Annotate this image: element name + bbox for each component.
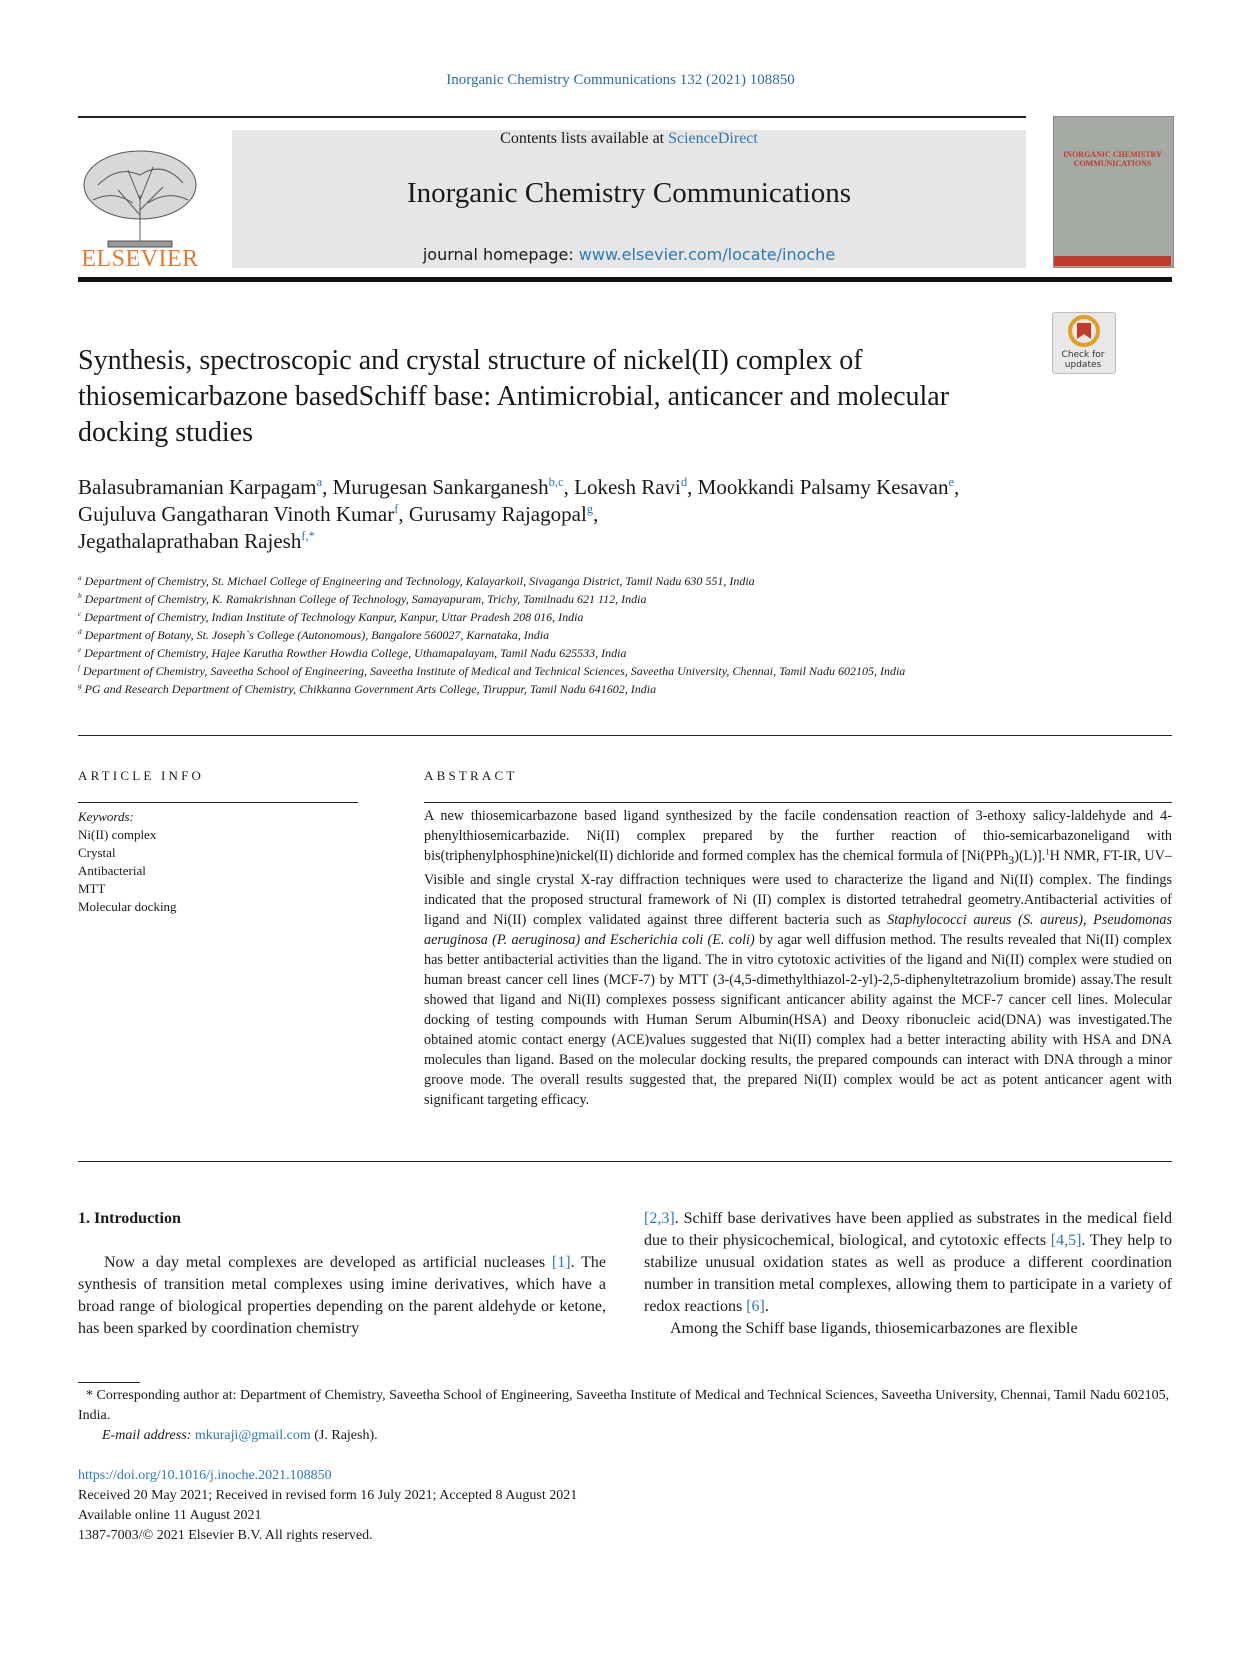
author-affiliation-link[interactable]: e [948, 475, 955, 489]
affiliation-key: f [78, 664, 80, 672]
article-info-rule [78, 802, 358, 803]
affiliation-key: c [78, 610, 82, 618]
affiliation-item [78, 608, 1038, 626]
footnote-rule [78, 1382, 140, 1383]
keyword-item: Crystal [78, 845, 116, 860]
keywords-block [78, 808, 358, 916]
affiliation-item [78, 680, 1038, 698]
keyword-item: Molecular docking [78, 899, 177, 914]
received-dates: Received 20 May 2021; Received in revised form 16 July 2021; Accepted 8 August 2021 [78, 1488, 578, 1503]
affiliation-item [78, 662, 1038, 680]
affiliation-text: Department of Chemistry, Hajee Karutha Rowther Howdia College, Uthamapalayam, Tamil Nadu 625533, India [84, 646, 627, 660]
author-name: Gurusamy Rajagopal [408, 502, 587, 526]
email-line [78, 1426, 1172, 1446]
copyright: 1387-7003/© 2021 Elsevier B.V. All rights reserved. [78, 1528, 373, 1543]
homepage-line [232, 245, 1026, 264]
abstract-species: Staphylococci aureus (S. aureus), Pseudomonas aeruginosa (P. aeruginosa) and Escherichia coli (E. coli) [424, 911, 1172, 948]
cover-stripe [1054, 256, 1171, 266]
abstract-part: by agar well diffusion method. The results revealed that Ni(II) complex has better antibacterial activities than the ligand. The in vitro cytotoxic activities of the ligand and Ni(II) complex were studied on human breast cancer cell lines (MCF-7) by MTT (3-(4,5-dimethylthiazol-2-yl)-2,5-diphenyltetrazolium bromide) assay.The result showed that ligand and Ni(II) complexes possess significant anticancer ability against the MCF-7 cancer cell lines. Molecular docking of testing compounds with Human Serum Albumin(HSA) and Deoxy ribonucleic acid(DNA) was investigated.The obtained atomic contact energy (ACE)values suggested that Ni(II) complex had a better interacting ability with HSA and DNA molecules than ligand. Based on the molecular docking results, the prepared compounds can interact with DNA through a minor groove mode. The overall results suggested that, the prepared Ni(II) complex would be act as potent anticancer agent with significant targeting efficacy. [424, 931, 1172, 1108]
author-affiliation-link[interactable]: f [394, 502, 399, 516]
keyword-item: Antibacterial [78, 863, 146, 878]
reference-link[interactable]: [4,5] [1050, 1232, 1082, 1249]
affiliation-key: a [78, 574, 82, 582]
abstract-heading: ABSTRACT [424, 768, 518, 783]
author-name: Mookkandi Palsamy Kesavan [697, 475, 949, 499]
keyword-item: MTT [78, 881, 106, 896]
cover-title: INORGANIC CHEMISTRY COMMUNICATIONS [1063, 150, 1162, 168]
reference-link[interactable]: [2,3] [644, 1210, 675, 1227]
abstract-subscript: 3 [1008, 852, 1015, 867]
author-list [78, 474, 978, 555]
abstract-rule [424, 802, 1172, 803]
bookmark-icon [1053, 313, 1115, 349]
email-link[interactable]: mkuraji@gmail.com [194, 1428, 311, 1443]
author-affiliation-link[interactable]: d [680, 475, 688, 489]
author-affiliation-link[interactable]: g [586, 502, 594, 516]
affiliation-text: Department of Chemistry, Saveetha School of Engineering, Saveetha Institute of Medical and Technical Sciences, Saveetha University, Chennai, Tamil Nadu 602105, India [83, 664, 906, 678]
journal-name: Inorganic Chemistry Communications [406, 177, 852, 209]
corresponding-author-text: * Corresponding author at: Department of Chemistry, Saveetha School of Engineering, Saveetha Institute of Medical and Technical Sciences, Saveetha University, Chennai, Tamil Nadu 602105, India. [78, 1388, 1170, 1423]
author-separator: , [954, 475, 960, 499]
author-name: Murugesan Sankarganesh [332, 475, 549, 499]
abstract-superscript: 1 [1045, 846, 1050, 857]
paragraph-text: . The synthesis of transition metal complexes using imine derivatives, which have a broad range of biological properties depending on the parent aldehyde or ketone, has been sparked by coordination chemistry [78, 1254, 607, 1337]
sciencedirect-link[interactable]: ScienceDirect [668, 130, 758, 147]
introduction-column-left [78, 1252, 606, 1340]
paragraph-text: . They help to stabilize unusual oxidation states as well as produce a different coordination number in transition metal complexes, allowing them to participate in a variety of redox reactions [644, 1232, 1173, 1315]
author-name: Balasubramanian Karpagam [78, 475, 317, 499]
affiliation-text: PG and Research Department of Chemistry, Chikkanna Government Arts College, Tiruppur, Tamil Nadu 641602, India [84, 682, 657, 696]
author-separator: , [593, 502, 599, 526]
affiliation-item [78, 644, 1038, 662]
author-affiliation-link[interactable]: f,* [301, 529, 315, 543]
affiliation-text: Department of Botany, St. Joseph`s College (Autonomous), Bangalore 560027, Karnataka, India [84, 628, 550, 642]
available-online: Available online 11 August 2021 [78, 1508, 262, 1523]
reference-link[interactable]: [6] [746, 1298, 765, 1315]
abstract-part: )(L)]. [1014, 848, 1046, 864]
introduction-column-right [644, 1208, 1172, 1340]
corresponding-author-note [78, 1386, 1172, 1446]
affiliation-text: Department of Chemistry, K. Ramakrishnan College of Technology, Samayapuram, Trichy, Tamilnadu 621 112, India [84, 592, 647, 606]
keyword-item: Ni(II) complex [78, 827, 157, 842]
homepage-link[interactable]: www.elsevier.com/locate/inoche [578, 245, 836, 264]
contents-prefix: Contents lists available at [500, 130, 669, 147]
homepage-prefix: journal homepage: [422, 245, 579, 264]
section-rule [78, 1161, 1172, 1162]
author-name: Gujuluva Gangatharan Vinoth Kumar [78, 502, 395, 526]
doi-link[interactable]: https://doi.org/10.1016/j.inoche.2021.108850 [78, 1468, 332, 1483]
paragraph-text: . [764, 1298, 769, 1315]
affiliation-item [78, 572, 1038, 590]
introduction-heading: 1. Introduction [78, 1210, 181, 1227]
email-suffix: (J. Rajesh). [310, 1428, 378, 1443]
affiliation-text: Department of Chemistry, St. Michael College of Engineering and Technology, Kalayarkoil, Sivaganga District, Tamil Nadu 630 551, India [84, 574, 755, 588]
paragraph-text: Among the Schiff base ligands, thiosemicarbazones are flexible [670, 1320, 1078, 1337]
publication-info [78, 1466, 1172, 1546]
header-thick-rule [78, 277, 1172, 282]
author-name: Jegathalaprathaban Rajesh [78, 529, 302, 553]
elsevier-wordmark: ELSEVIER [81, 246, 199, 272]
affiliation-item [78, 590, 1038, 608]
affiliation-key: b [78, 592, 82, 600]
paragraph-text: . Schiff base derivatives have been applied as substrates in the medical field due to their physicochemical, biological, and cytotoxic effects [644, 1210, 1172, 1249]
author-separator: , [687, 475, 698, 499]
affiliation-item [78, 626, 1038, 644]
paragraph-text: Now a day metal complexes are developed as artificial nucleases [104, 1254, 552, 1271]
keywords-label: Keywords: [78, 809, 134, 824]
author-separator: , [563, 475, 575, 499]
abstract-text [424, 806, 1172, 1110]
contents-line [232, 130, 1026, 148]
reference-link[interactable]: [1] [551, 1254, 571, 1271]
author-separator: , [398, 502, 409, 526]
journal-cover-image[interactable] [1053, 116, 1174, 268]
author-name: Lokesh Ravi [574, 475, 681, 499]
header-rule [78, 116, 1026, 118]
section-rule [78, 735, 1172, 736]
author-separator: , [322, 475, 333, 499]
check-for-updates-label: Check for updates [1061, 350, 1105, 370]
article-info-heading: ARTICLE INFO [78, 768, 205, 783]
author-affiliation-link[interactable]: b,c [548, 475, 564, 489]
abstract-part: H NMR, FT-IR, UV–Visible and single crystal X-ray diffraction techniques were used to characterize the ligand and Ni(II) complex. The findings indicated that the proposed structural framework of Ni (II) complex is distorted tetrahedral geometry.Antibacterial activities of ligand and Ni(II) complex validated against three different bacteria such as [424, 848, 1173, 928]
journal-citation[interactable]: Inorganic Chemistry Communications 132 (2021) 108850 [446, 72, 795, 88]
affiliation-text: Department of Chemistry, Indian Institute of Technology Kanpur, Kanpur, Uttar Pradesh 208 016, India [84, 610, 584, 624]
email-label: E-mail address: [102, 1428, 195, 1443]
abstract-part: A new thiosemicarbazone based ligand synthesized by the facile condensation reaction of 3-ethoxy salicy-laldehyde and 4-phenylthiosemicarbazide. Ni(II) complex prepared by the further reaction of thio-semicarbazoneligand with bis(triphenylphosphine)nickel(II) dichloride and formed complex has the chemical formula of [Ni(PPh [424, 808, 1172, 864]
affiliation-key: e [78, 646, 82, 654]
affiliation-key: g [78, 682, 82, 690]
affiliation-key: d [78, 628, 82, 636]
affiliation-list [78, 572, 1038, 698]
article-title: Synthesis, spectroscopic and crystal structure of nickel(II) complex of thiosemicarbazone basedSchiff base: Antimicrobial, anticancer and molecular docking studies [78, 345, 950, 448]
introduction-paragraph [78, 1252, 606, 1340]
author-affiliation-link[interactable]: a [316, 475, 323, 489]
